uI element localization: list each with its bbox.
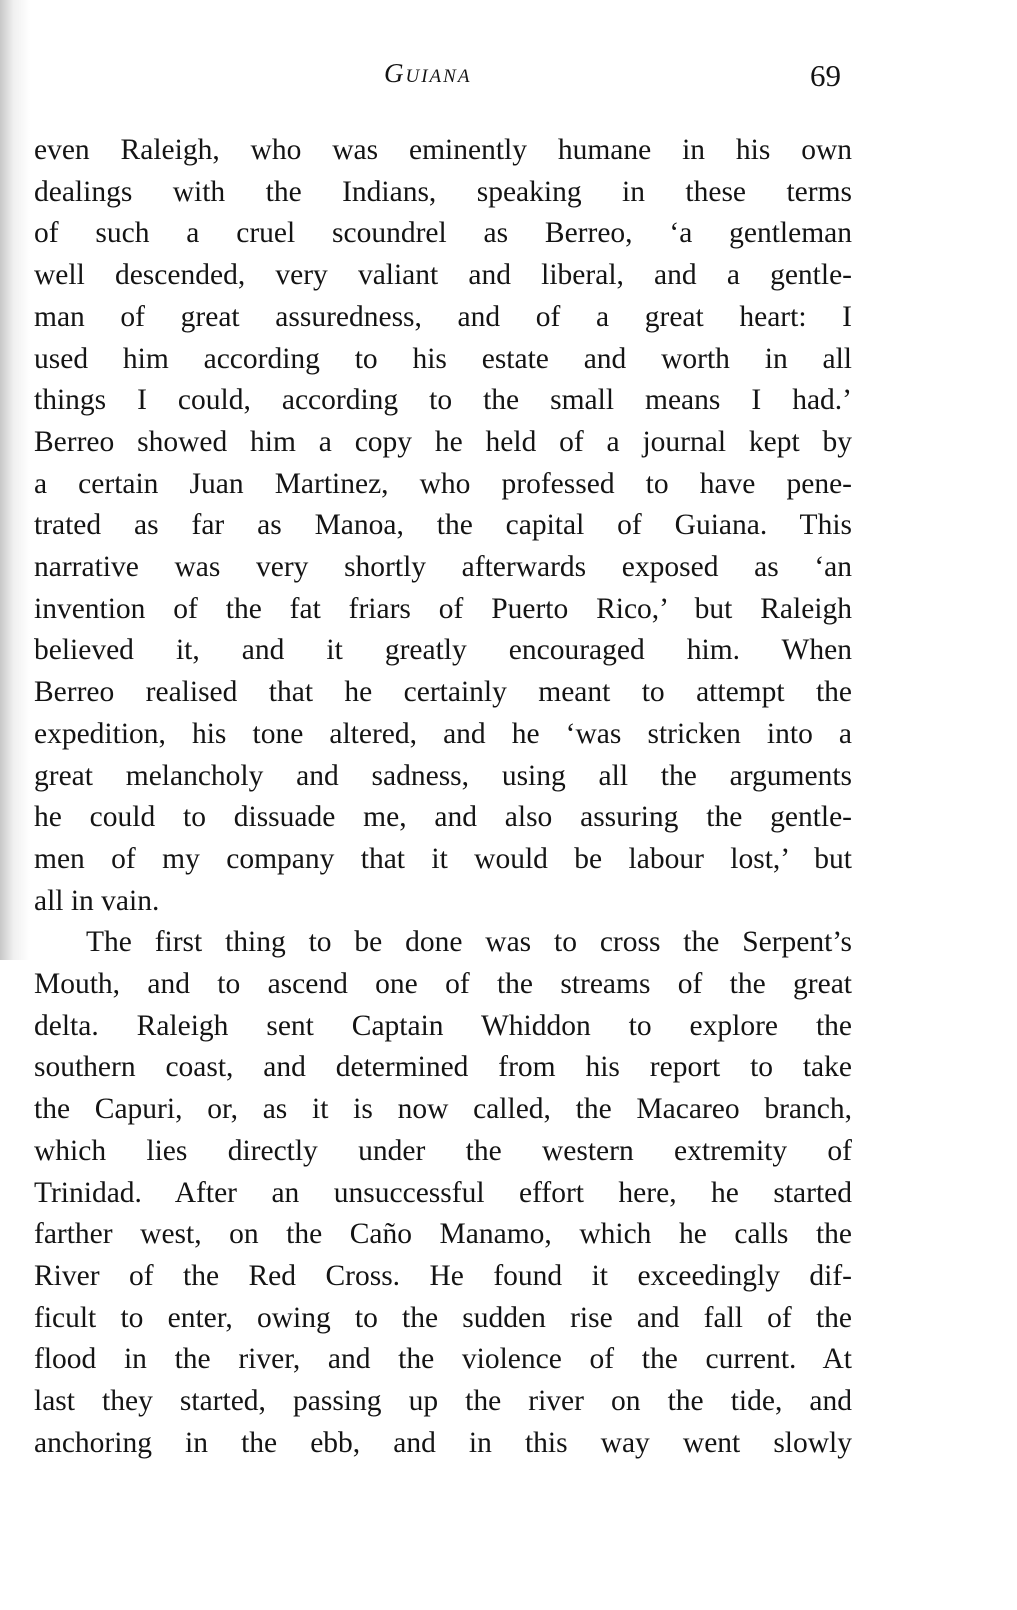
text-line: a certain Juan Martinez, who professed to have pene-	[34, 467, 852, 500]
text-line: Berreo realised that he certainly meant to attempt the	[34, 676, 852, 709]
text-line: anchoring in the ebb, and in this way went slowly	[34, 1426, 852, 1459]
text-line: Trinidad. After an unsuccessful effort here, he started	[34, 1176, 852, 1209]
page-number: 69	[810, 58, 841, 93]
text-line: Mouth, and to ascend one of the streams of the great	[34, 968, 852, 1001]
page-header	[0, 58, 1017, 98]
text-line: well descended, very valiant and liberal, and a gentle-	[34, 259, 852, 292]
text-line: delta. Raleigh sent Captain Whiddon to explore the	[34, 1009, 852, 1042]
text-line: great melancholy and sadness, using all the arguments	[34, 759, 852, 792]
text-line: trated as far as Manoa, the capital of Guiana. This	[34, 509, 852, 542]
text-line: men of my company that it would be labour lost,’ but	[34, 842, 852, 875]
text-line: he could to dissuade me, and also assuring the gentle-	[34, 801, 852, 834]
paragraph-1	[34, 130, 852, 922]
text-line: man of great assuredness, and of a great heart: I	[34, 300, 852, 333]
text-line: invention of the fat friars of Puerto Rico,’ but Raleigh	[34, 592, 852, 625]
text-line: narrative was very shortly afterwards exposed as ‘an	[34, 551, 852, 584]
text-line: ficult to enter, owing to the sudden rise and fall of the	[34, 1301, 852, 1334]
text-line: farther west, on the Caño Manamo, which he calls the	[34, 1218, 852, 1251]
text-line: southern coast, and determined from his report to take	[34, 1051, 852, 1084]
text-line: expedition, his tone altered, and he ‘was stricken into a	[34, 717, 852, 750]
text-line: Berreo showed him a copy he held of a journal kept by	[34, 425, 852, 458]
running-title: Guiana	[384, 58, 472, 88]
text-line: of such a cruel scoundrel as Berreo, ‘a gentleman	[34, 217, 852, 250]
text-line: believed it, and it greatly encouraged him. When	[34, 634, 852, 667]
text-line: things I could, according to the small means I had.’	[34, 384, 852, 417]
body-text	[34, 130, 852, 1465]
text-line: River of the Red Cross. He found it exceedingly dif-	[34, 1259, 852, 1292]
text-line: dealings with the Indians, speaking in these terms	[34, 175, 852, 208]
paragraph-2	[34, 922, 852, 1464]
text-line: used him according to his estate and worth in all	[34, 342, 852, 375]
text-line: even Raleigh, who was eminently humane in his own	[34, 134, 852, 166]
text-line: which lies directly under the western extremity of	[34, 1134, 852, 1167]
text-line: last they started, passing up the river on the tide, and	[34, 1385, 852, 1418]
text-line: flood in the river, and the violence of the current. At	[34, 1343, 852, 1376]
page-gutter-shadow	[0, 0, 30, 960]
text-line: the Capuri, or, as it is now called, the Macareo branch,	[34, 1093, 852, 1126]
text-line: all in vain.	[34, 884, 160, 917]
text-line: The first thing to be done was to cross the Serpent’s	[86, 926, 852, 959]
